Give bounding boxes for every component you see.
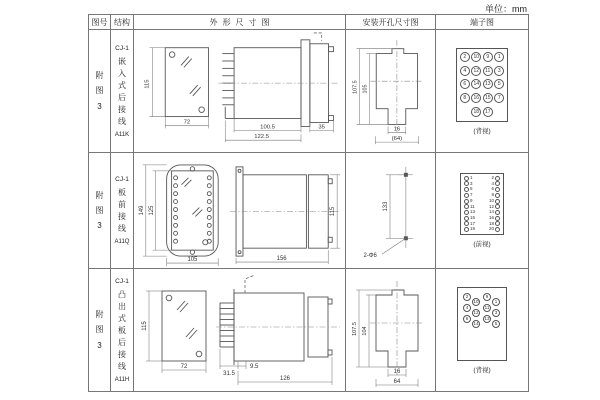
terminal-diagram-a11k bbox=[456, 48, 508, 122]
terminal-pin: 2 bbox=[463, 293, 471, 301]
install-drawing-a11h bbox=[346, 269, 436, 391]
dim-cutout-height-outer: 107.5 bbox=[352, 80, 359, 94]
terminal-view-label: (背视) bbox=[473, 127, 491, 135]
dimension-table bbox=[88, 14, 529, 392]
terminal-pin bbox=[464, 221, 469, 226]
structure-type: 板前接线 bbox=[118, 188, 126, 233]
terminal-pin bbox=[464, 187, 469, 192]
dim-cutout-height-inner: 104 bbox=[361, 326, 368, 336]
cell-install-row3 bbox=[346, 269, 436, 391]
terminal-row: 5 6 bbox=[464, 187, 500, 192]
terminal-pin: 7 bbox=[494, 93, 504, 103]
dim-front-height: 115 bbox=[141, 321, 148, 331]
dim-tab-width: 16 bbox=[393, 369, 400, 375]
structure-row1 bbox=[115, 45, 129, 138]
terminal-pin bbox=[495, 227, 500, 232]
terminal-pin: 16 bbox=[471, 93, 481, 103]
fig-no-row3: 附图3 bbox=[95, 310, 104, 350]
cell-structure-row2 bbox=[111, 153, 134, 269]
terminal-row: 13 14 bbox=[464, 210, 500, 215]
terminal-pin: 3 bbox=[492, 309, 500, 317]
terminal-pin: 15 bbox=[483, 93, 493, 103]
terminal-pin: 11 bbox=[484, 304, 490, 310]
terminal-diagram-a11q bbox=[460, 173, 504, 235]
cell-terminal-row2 bbox=[436, 153, 528, 269]
hole-spec-label: 2-Φ6 bbox=[363, 253, 377, 260]
terminal-pin bbox=[464, 204, 469, 209]
terminal-pin: 12 bbox=[471, 66, 481, 76]
cell-install-row2 bbox=[346, 153, 436, 269]
terminal-pin bbox=[495, 176, 500, 181]
terminal-pin: 3 bbox=[494, 66, 504, 76]
terminal-pin: 5 bbox=[492, 320, 500, 328]
outline-drawing-a11k bbox=[134, 30, 346, 152]
terminal-pin bbox=[464, 199, 469, 204]
terminal-row: 1 2 bbox=[464, 176, 500, 181]
dim-side-length: 156 bbox=[276, 256, 287, 263]
dim-body-length: 100.5 bbox=[259, 124, 275, 131]
structure-code: A11K bbox=[114, 131, 130, 138]
terminal-pin: 1 bbox=[492, 298, 500, 306]
dim-front-width: 72 bbox=[180, 364, 187, 370]
front-view bbox=[138, 165, 217, 266]
terminal-pin bbox=[464, 216, 469, 221]
dim-cutout-height-outer: 107.5 bbox=[351, 322, 358, 336]
terminal-group-left bbox=[463, 293, 481, 355]
terminal-row: 15 16 bbox=[464, 216, 500, 221]
dim-total-length: 122.5 bbox=[253, 134, 269, 141]
header-fig-no: 图号 bbox=[89, 15, 111, 30]
terminal-pin: 10 bbox=[471, 52, 481, 62]
dim-plate-height: 149 bbox=[138, 205, 145, 216]
terminal-pin bbox=[495, 199, 500, 204]
dim-cutout-width: 64 bbox=[393, 379, 400, 385]
install-drawing-a11k bbox=[346, 30, 436, 152]
dim-pin-length: 31.5 bbox=[222, 371, 235, 377]
terminal-pin bbox=[495, 221, 500, 226]
terminal-pin bbox=[495, 193, 500, 198]
dim-front-height: 115 bbox=[144, 79, 150, 89]
install-drawing-a11q bbox=[346, 153, 436, 268]
dim-front-width: 72 bbox=[183, 119, 190, 126]
dim-side-height: 115 bbox=[329, 206, 336, 217]
dim-offset: 9.5 bbox=[249, 364, 258, 370]
terminal-pin bbox=[464, 176, 469, 181]
header-terminal-diagram: 端子图 bbox=[436, 15, 528, 30]
dim-cover-height: 125 bbox=[148, 205, 155, 216]
terminal-pin: 13 bbox=[484, 315, 490, 321]
side-view bbox=[230, 167, 340, 264]
structure-model: CJ-1 bbox=[115, 277, 129, 285]
dim-total-length: 126 bbox=[279, 376, 290, 382]
terminal-row: 17 18 bbox=[464, 221, 500, 226]
fig-no-row1: 附图3 bbox=[95, 71, 104, 111]
terminal-pin: 12 bbox=[473, 309, 479, 315]
terminal-pin bbox=[495, 181, 500, 186]
cell-outline-row2 bbox=[134, 153, 346, 269]
terminal-pin: 2 bbox=[460, 52, 470, 62]
terminal-pin: 5 bbox=[494, 79, 504, 89]
dim-tab-width: 16 bbox=[393, 126, 400, 133]
front-view bbox=[144, 48, 208, 129]
header-outline-dims: 外形尺寸图 bbox=[134, 15, 346, 30]
structure-model: CJ-1 bbox=[115, 176, 129, 183]
terminal-row: 3 4 bbox=[464, 181, 500, 186]
terminal-pin bbox=[464, 181, 469, 186]
structure-code: A11H bbox=[114, 376, 130, 383]
fig-no-row2: 附图3 bbox=[95, 190, 104, 231]
cell-terminal-row3 bbox=[436, 269, 528, 391]
structure-row3 bbox=[115, 278, 130, 383]
cell-fig-row3 bbox=[89, 269, 111, 391]
cell-outline-row1 bbox=[134, 30, 346, 153]
terminal-pin: 13 bbox=[483, 79, 493, 89]
terminal-group-right bbox=[483, 293, 501, 355]
structure-code: A11Q bbox=[114, 239, 130, 245]
structure-model: CJ-1 bbox=[115, 44, 129, 52]
outline-drawing-a11h bbox=[134, 269, 346, 391]
header-structure: 结构 bbox=[111, 15, 134, 30]
terminal-pin: 14 bbox=[473, 320, 479, 326]
terminal-pin: 14 bbox=[471, 79, 481, 89]
terminal-pin bbox=[464, 193, 469, 198]
dim-hole-spacing: 133 bbox=[382, 201, 389, 212]
terminal-view-label: (背视) bbox=[473, 366, 491, 374]
front-view bbox=[142, 291, 206, 373]
unit-label: 单位：mm bbox=[485, 4, 527, 14]
structure-type: 凸出式板后接线 bbox=[117, 289, 126, 371]
cell-fig-row2 bbox=[89, 153, 111, 269]
structure-row2 bbox=[115, 176, 130, 245]
terminal-pin: 6 bbox=[460, 79, 470, 89]
dim-cutout-width: (64) bbox=[391, 136, 402, 143]
terminal-pin: 11 bbox=[483, 66, 493, 76]
terminal-pin: 18 bbox=[471, 107, 481, 117]
side-view bbox=[218, 33, 338, 142]
dim-plate-width: 105 bbox=[186, 257, 197, 264]
terminal-pin bbox=[495, 210, 500, 215]
dim-cutout-height-inner: 105 bbox=[361, 84, 368, 94]
cell-fig-row1 bbox=[89, 30, 111, 153]
terminal-row: 7 8 bbox=[464, 193, 500, 198]
header-install-dims: 安装开孔尺寸图 bbox=[346, 15, 436, 30]
terminal-pin bbox=[464, 227, 469, 232]
terminal-row: 11 12 bbox=[464, 204, 500, 209]
terminal-view-label: (前视) bbox=[473, 241, 491, 248]
terminal-pin: 8 bbox=[460, 93, 470, 103]
terminal-pin bbox=[464, 210, 469, 215]
terminal-pin: 1 bbox=[494, 52, 504, 62]
terminal-pin: 9 bbox=[483, 52, 493, 62]
terminal-row: 9 10 bbox=[464, 199, 500, 204]
terminal-pin bbox=[495, 187, 500, 192]
side-view bbox=[216, 275, 340, 385]
cell-install-row1 bbox=[346, 30, 436, 153]
terminal-pin: 6 bbox=[463, 315, 471, 323]
terminal-pin bbox=[495, 216, 500, 221]
structure-type: 嵌入式后接线 bbox=[117, 56, 126, 126]
terminal-pin bbox=[495, 204, 500, 209]
terminal-diagram-a11h bbox=[457, 287, 507, 361]
dim-rear-depth: 35 bbox=[317, 124, 325, 131]
cell-structure-row3 bbox=[111, 269, 134, 391]
cell-structure-row1 bbox=[111, 30, 134, 153]
terminal-pin: 9 bbox=[483, 293, 491, 301]
terminal-pin: 17 bbox=[483, 107, 493, 117]
outline-drawing-a11q bbox=[134, 153, 346, 268]
terminal-pin: 4 bbox=[460, 66, 470, 76]
cell-outline-row3 bbox=[134, 269, 346, 391]
terminal-pin: 10 bbox=[473, 298, 479, 304]
cell-terminal-row1 bbox=[436, 30, 528, 153]
terminal-row: 19 20 bbox=[464, 227, 500, 232]
terminal-pin: 4 bbox=[463, 304, 471, 312]
